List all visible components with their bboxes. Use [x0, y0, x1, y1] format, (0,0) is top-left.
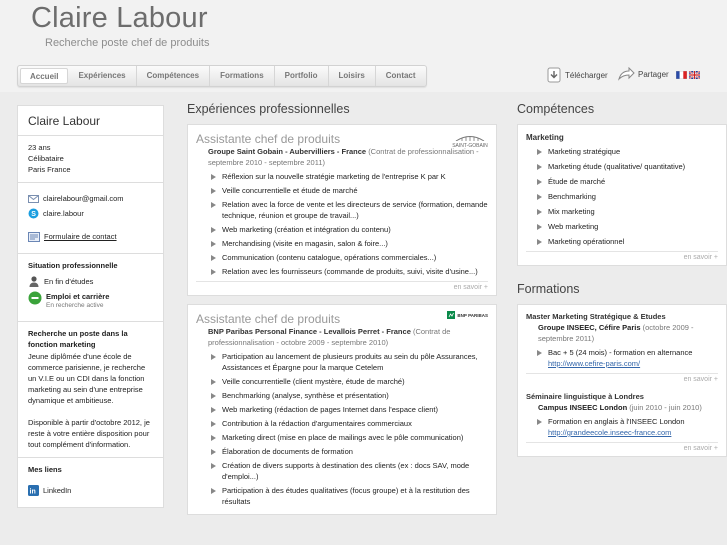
formations-card: [517, 304, 727, 457]
formation-more-link[interactable]: en savoir +: [526, 373, 718, 383]
task-item: Merchandising (visite en magasin, salon & foire...): [196, 238, 488, 249]
study-status: [28, 275, 153, 287]
job-status-icon: [28, 291, 42, 305]
contact-form-label: Formulaire de contact: [44, 232, 117, 241]
nav-loisirs[interactable]: Loisirs: [329, 66, 376, 86]
share-icon: [617, 67, 635, 81]
nav-competences[interactable]: Compétences: [137, 66, 210, 86]
skill-item: Marketing stratégique: [526, 146, 718, 157]
task-item: Veille concurrentielle (client mystère, étude de marché): [196, 376, 488, 387]
job-title: Assistante chef de produits: [196, 312, 341, 326]
main-nav: [17, 65, 427, 87]
skills-heading: Compétences: [517, 102, 595, 116]
skill-item: Web marketing: [526, 221, 718, 232]
skype-row[interactable]: [28, 208, 153, 219]
formation-school: Groupe INSEEC, Céfire Paris: [538, 323, 641, 332]
formation-title: Master Marketing Stratégique & Etudes: [526, 312, 666, 321]
job-contract: (Contrat de professionnalisation - septembre 2010 - septembre 2011): [208, 147, 479, 167]
formation-detail: [526, 416, 718, 438]
search-heading: Recherche un poste dans la fonction marketing: [28, 329, 128, 349]
experience-card: [187, 124, 497, 296]
email-icon: [28, 194, 39, 204]
formation-school: Campus INSEEC London: [538, 403, 628, 412]
formations-heading: Formations: [517, 282, 580, 296]
job-title: Assistante chef de produits: [196, 132, 341, 146]
formation-details: [526, 416, 718, 438]
skill-item: Marketing opérationnel: [526, 236, 718, 247]
formation-link[interactable]: http://grandeecole.inseec-france.com: [548, 428, 672, 437]
skill-item: Benchmarking: [526, 191, 718, 202]
linkedin-label: LinkedIn: [43, 486, 72, 495]
formation-school-line: [526, 402, 718, 413]
email-row[interactable]: [28, 193, 153, 204]
skill-item: Marketing étude (qualitative/ quantitative): [526, 161, 718, 172]
skype-value: claire.labour: [43, 209, 84, 218]
bnp-logo: [447, 311, 488, 319]
nav-portfolio[interactable]: Portfolio: [275, 66, 329, 86]
formation-link[interactable]: http://www.cefire-paris.com/: [548, 359, 641, 368]
situation-heading: Situation professionnelle: [28, 261, 118, 270]
skills-list: [526, 146, 718, 247]
job-company-line: [196, 326, 488, 348]
links-box: [18, 458, 163, 507]
job-status-title: Emploi et carrière: [46, 292, 110, 301]
download-button[interactable]: [547, 67, 608, 83]
page-subtitle: Recherche poste chef de produits: [45, 37, 210, 49]
formation-more-link[interactable]: en savoir +: [526, 442, 718, 452]
form-icon: [28, 232, 40, 242]
more-link[interactable]: en savoir +: [196, 281, 488, 291]
task-item: Participation au lancement de plusieurs produits au sein du pôle Assurances, Assistances et Épargne pour la marque Cetelem: [196, 351, 488, 373]
task-item: Benchmarking (analyse, synthèse et présentation): [196, 390, 488, 401]
contact-box: [18, 183, 163, 254]
marital-status: Célibataire: [28, 154, 64, 163]
formation-dates: (juin 2010 - juin 2010): [629, 403, 702, 412]
nav-experiences[interactable]: Expériences: [68, 66, 136, 86]
bnp-logo-text: BNP PARIBAS: [457, 312, 488, 318]
language-switcher: [676, 71, 700, 79]
flag-en-icon[interactable]: [689, 71, 700, 79]
task-item: Création de divers supports à destination des clients (ex : docs SAV, mode d'emploi...): [196, 460, 488, 482]
task-item: Web marketing (rédaction de pages Internet dans l'espace client): [196, 404, 488, 415]
task-item: Web marketing (création et intégration du contenu): [196, 224, 488, 235]
task-list: [196, 351, 488, 507]
formation-dates: (octobre 2009 - septembre 2011): [538, 323, 694, 343]
share-label: Partager: [638, 69, 669, 79]
task-item: Réflexion sur la nouvelle stratégie marketing de l'entreprise K par K: [196, 171, 488, 182]
task-item: Participation à des études qualitatives (focus groupe) et à la restitution des résultats: [196, 485, 488, 507]
search-box: [18, 322, 163, 458]
task-item: Communication (contenu catalogue, opérations commerciales...): [196, 252, 488, 263]
links-heading: Mes liens: [28, 465, 62, 474]
formation-item: [526, 311, 718, 383]
task-list: [196, 171, 488, 277]
task-item: Relation avec la force de vente et les directeurs de service (formation, demande technique, réunion et groupe de travail...): [196, 199, 488, 221]
share-button[interactable]: [617, 67, 669, 81]
study-label: En fin d'études: [44, 276, 94, 286]
task-item: Marketing direct (mise en place de mailings avec le pôle communication): [196, 432, 488, 443]
profile-name: Claire Labour: [28, 114, 101, 128]
location: Paris France: [28, 165, 71, 174]
task-item: Contribution à la rédaction d'argumentaires commerciaux: [196, 418, 488, 429]
search-text-2: Disponible à partir d'octobre 2012, je reste à votre entière disposition pour tout complément d'information.: [28, 418, 150, 449]
task-item: Veille concurrentielle et étude de marché: [196, 185, 488, 196]
age: 23 ans: [28, 143, 51, 152]
job-company: BNP Paribas Personal Finance - Levallois Perret - France: [208, 327, 411, 336]
header: [0, 0, 727, 92]
formation-detail-text: Bac + 5 (24 mois) - formation en alternance: [548, 348, 693, 357]
email-value: clairelabour@gmail.com: [43, 194, 124, 203]
experiences-heading: Expériences professionnelles: [187, 102, 350, 116]
linkedin-icon: [28, 485, 39, 496]
download-label: Télécharger: [565, 70, 608, 80]
skills-more-link[interactable]: en savoir +: [526, 251, 718, 261]
job-company-line: [196, 146, 488, 168]
saint-gobain-logo: [452, 135, 488, 149]
search-text-1: Jeune diplômée d'une école de commerce parisienne, je recherche un V.I.E ou un CDI dans la fonction marketing au sein d'une entreprise dynamique et ambitieuse.: [28, 352, 146, 405]
formation-detail-text: Formation en anglais à l'INSEEC London: [548, 417, 685, 426]
skill-item: Mix marketing: [526, 206, 718, 217]
formation-title: Séminaire linguistique à Londres: [526, 392, 644, 401]
flag-fr-icon[interactable]: [676, 71, 687, 79]
skills-category: Marketing: [526, 133, 564, 142]
download-icon: [547, 67, 561, 83]
graduate-icon: [28, 275, 40, 287]
nav-formations[interactable]: Formations: [210, 66, 275, 86]
page-title: Claire Labour: [31, 2, 208, 34]
personal-info: [18, 136, 163, 183]
nav-accueil[interactable]: Accueil: [20, 68, 68, 84]
right-column: [517, 102, 727, 457]
formation-item: [526, 391, 718, 452]
linkedin-link[interactable]: [28, 485, 153, 496]
saint-gobain-logo-text: SAINT-GOBAIN: [452, 143, 488, 149]
contact-form-link[interactable]: [28, 231, 153, 242]
profile-sidebar: [17, 105, 164, 508]
experience-card: [187, 304, 497, 515]
experiences-section: [187, 102, 497, 515]
skills-card: [517, 124, 727, 266]
job-contract: (Contrat de professionnalisation - octobre 2009 - septembre 2010): [208, 327, 451, 347]
task-item: Élaboration de documents de formation: [196, 446, 488, 457]
svg-text:in: in: [29, 488, 36, 496]
formation-school-line: [526, 322, 718, 344]
job-status-sub: En recherche active: [46, 302, 104, 309]
task-item: Relation avec les fournisseurs (commande de produits, suivi, visite d'usine...): [196, 266, 488, 277]
skype-icon: [28, 208, 39, 219]
situation-box: [18, 254, 163, 322]
job-company: Groupe Saint Gobain - Aubervilliers - France: [208, 147, 367, 156]
formation-details: [526, 347, 718, 369]
formation-detail: [526, 347, 718, 369]
skill-item: Étude de marché: [526, 176, 718, 187]
job-status: [28, 291, 153, 310]
nav-contact[interactable]: Contact: [385, 71, 416, 80]
svg-text:S: S: [31, 211, 36, 218]
profile-box: [18, 106, 163, 136]
